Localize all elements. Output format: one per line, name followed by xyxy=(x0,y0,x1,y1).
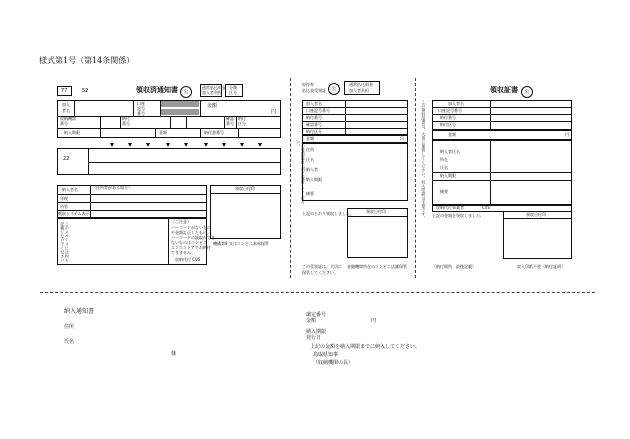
amount-label-2: 金額 xyxy=(159,130,167,135)
payer-label-1: 加入 xyxy=(62,102,70,107)
bottom-amount-label: 金額 xyxy=(306,318,317,324)
right-label: 納付番号 xyxy=(440,115,456,120)
bottom-title: 納入通知書 xyxy=(64,308,95,315)
mid-footer-left-2: 保管してください。 xyxy=(302,270,338,275)
mid-side-text: この受領証は大切に保管してください。 xyxy=(296,140,306,204)
notice-line: できません。 xyxy=(171,250,196,255)
marker-icon xyxy=(166,143,170,147)
bottom-yen: 円 xyxy=(371,318,377,324)
slip-no-label: 納付書番号 xyxy=(204,130,224,135)
r2-label: 番号 xyxy=(226,121,234,126)
amount-label: 金額 xyxy=(207,103,218,109)
mid-field: 住所 xyxy=(306,147,314,152)
row-line xyxy=(57,116,281,117)
area-label: 所管 xyxy=(60,204,68,209)
notice-line: エンスストアでお納付 xyxy=(171,245,211,250)
col-line xyxy=(120,116,121,128)
col-line xyxy=(100,128,101,138)
mid-label: 口座記号番号 xyxy=(306,108,330,113)
system-label: 徴収システム表示 xyxy=(58,211,90,216)
bottom-name-label: 氏名 xyxy=(64,339,75,345)
col-line xyxy=(100,116,101,128)
r2-label: 収納機関 xyxy=(60,116,76,121)
right-side-text: この領収証書は、大切に保管してください。収入印紙は不要です。 xyxy=(421,100,427,220)
right-slip-title: 領収証書 xyxy=(490,86,518,94)
row-line xyxy=(432,180,572,181)
row-line xyxy=(347,216,408,217)
perforation-bottom xyxy=(40,292,595,293)
right-agent-label: 収納代行事業者 xyxy=(436,205,464,210)
bottom-contact-label: 鳥取県知事 xyxy=(313,352,339,358)
marker-icon xyxy=(146,143,150,147)
right-footer-left: （納付場所 最後記載） xyxy=(432,264,476,269)
col-line xyxy=(74,100,75,116)
mid-label: 納付番号 xyxy=(306,115,322,120)
marker-icon xyxy=(222,143,226,147)
col-line xyxy=(90,185,91,218)
account-label-2: 記号 xyxy=(137,106,145,111)
col-line xyxy=(170,116,171,128)
account-label-3: 番号 xyxy=(137,111,145,116)
col-line xyxy=(155,128,156,138)
fee-box-line-1: 通常払込料金 xyxy=(202,85,226,90)
bottom-deadline-label: 納入期限 xyxy=(306,329,327,335)
shaded-cell xyxy=(161,109,199,115)
payer-name-label: 納入者名 xyxy=(62,187,78,192)
bottom-contact-sub: （収納機関の長） xyxy=(313,360,354,366)
yen-label: 円 xyxy=(271,109,277,115)
mid-label: 納付区分 xyxy=(306,129,322,134)
left-footer-note: 機構第9 又はコンビニ本部保管 xyxy=(213,241,269,246)
mid-fee-line-2: 加入者負担 xyxy=(349,88,369,93)
right-receipt-note: 上記の金額を領収しました。 xyxy=(432,213,484,218)
deadline-label: 納入期限 xyxy=(64,130,80,135)
right-remark-label: 摘要 xyxy=(440,189,448,194)
col-line xyxy=(133,100,134,116)
mid-field: 納入者 xyxy=(306,167,318,172)
bottom-taxno-label: 調定番号 xyxy=(306,312,327,318)
notice-side-2: 何も記載しない xyxy=(60,222,70,262)
col-line xyxy=(490,100,491,130)
right-footer-right: 収入印紙不要（納付証明） xyxy=(517,264,565,269)
marker-icon xyxy=(258,143,262,147)
col-line xyxy=(200,100,201,116)
col-line xyxy=(345,100,346,135)
mid-field: 納入期限 xyxy=(306,177,322,182)
mid-remark: 摘要 xyxy=(306,191,314,196)
bottom-address-label: 住所 xyxy=(64,324,75,330)
mid-footer-left-1: この受領証は、大切に xyxy=(302,264,342,269)
notice-line: バーコードがないもの xyxy=(171,225,211,230)
notice-side-3: でください xyxy=(60,242,66,262)
mid-fee-line-1: 通常払込料金 xyxy=(349,82,373,87)
r2-label: 確認 xyxy=(226,116,234,121)
right-payer-name-label: 納入者氏名 xyxy=(440,149,460,154)
col-line xyxy=(168,218,169,265)
mid-field: 氏名 xyxy=(306,157,314,162)
category-label-1: 分類 xyxy=(229,85,237,90)
shaded-cell xyxy=(161,101,199,107)
marker-icon xyxy=(240,143,244,147)
notice-line: バーコードの読取ができ xyxy=(171,235,215,240)
notice-title: （ご注意） xyxy=(171,219,191,224)
account-label-1: 口座 xyxy=(137,101,145,106)
right-stamp-label: 領収日付印 xyxy=(526,212,546,217)
payer-label-2: 者名 xyxy=(62,108,70,113)
seal-icon: 公 xyxy=(328,83,340,95)
code-right: 52 xyxy=(82,88,89,94)
col-line xyxy=(224,116,225,128)
page-title: 様式第1号（第14条関係） xyxy=(39,56,135,65)
right-deadline-label: 納入期限 xyxy=(440,173,456,178)
right-label: 加入者名 xyxy=(448,101,464,106)
marker-icon xyxy=(204,143,208,147)
mid-title-1: 原符券 xyxy=(302,82,314,87)
fee-box-line-2: 加入者負担 xyxy=(202,90,222,95)
col-line xyxy=(186,116,187,128)
col-line xyxy=(238,128,239,138)
seal-icon: 公 xyxy=(521,86,533,98)
r2-label: 納付 xyxy=(122,116,130,121)
col-line xyxy=(200,128,201,138)
perforation-right xyxy=(415,78,416,278)
mid-fields xyxy=(302,143,408,201)
marker-icon xyxy=(184,143,188,147)
marker-icon xyxy=(128,143,132,147)
mid-title-2: 払込金受領証 xyxy=(302,88,326,93)
right-yen: 円 xyxy=(565,132,569,137)
row-line xyxy=(88,162,281,163)
mid-yen: 円 xyxy=(400,136,404,141)
tax-label: 年税 xyxy=(60,196,68,201)
mid-amount-label: 金額 xyxy=(306,136,314,141)
r2-label: 番号 xyxy=(60,121,68,126)
bottom-honorific: 様 xyxy=(171,351,177,357)
left-slip-title: 領収済通知書 xyxy=(136,86,178,94)
notice-line: ないものはコンビニ xyxy=(171,240,207,245)
right-agent-code: CVS xyxy=(482,205,491,210)
mid-receipt-note: 上記のとおり領収しました。 xyxy=(302,211,354,216)
category-label-2: 区分 xyxy=(229,90,237,95)
mid-footer-right: 金融機関所在のコンビニ店舗保管 xyxy=(347,264,407,269)
notice-side xyxy=(60,222,69,264)
row-line xyxy=(57,194,207,195)
notice-side-1: このスペースには xyxy=(64,222,70,254)
marker-icon xyxy=(110,143,114,147)
barcode-code: 22 xyxy=(63,156,70,162)
row-line xyxy=(57,202,207,203)
mid-label: 確認番号 xyxy=(306,122,322,127)
perforation-left xyxy=(290,78,291,278)
mid-stamp-label: 領収日付印 xyxy=(366,209,386,214)
stamp-label: 領収日付印 xyxy=(235,186,255,191)
notice-line: や金額訂正したもの、 xyxy=(171,230,211,235)
payer-name-note: （住所等がある場合） xyxy=(92,185,132,190)
row-line xyxy=(503,218,572,219)
right-payer-sub: 所在 xyxy=(440,157,448,162)
code-left: 77 xyxy=(61,88,68,94)
bottom-issue-label: 発行日 xyxy=(306,335,322,341)
r2-label: 番号 xyxy=(122,121,130,126)
right-label: 納付区分 xyxy=(440,122,456,127)
mid-amount-box xyxy=(302,135,408,143)
seal-icon: 公 xyxy=(180,86,192,98)
mid-label: 加入者名 xyxy=(306,101,322,106)
right-label: 口座記号番号 xyxy=(438,108,462,113)
bottom-message: 上記の金額を納入期限までに納入してください。 xyxy=(310,344,421,350)
r2-label: 納付 xyxy=(238,116,246,121)
notice-code: 収納代行 CVS xyxy=(175,257,201,262)
right-amount-label: 金額 xyxy=(448,132,456,137)
row-line xyxy=(210,193,281,194)
r2-label: 区分 xyxy=(238,121,246,126)
col-line xyxy=(236,116,237,128)
row-line xyxy=(57,128,281,129)
right-name-label: 氏名 xyxy=(440,165,448,170)
